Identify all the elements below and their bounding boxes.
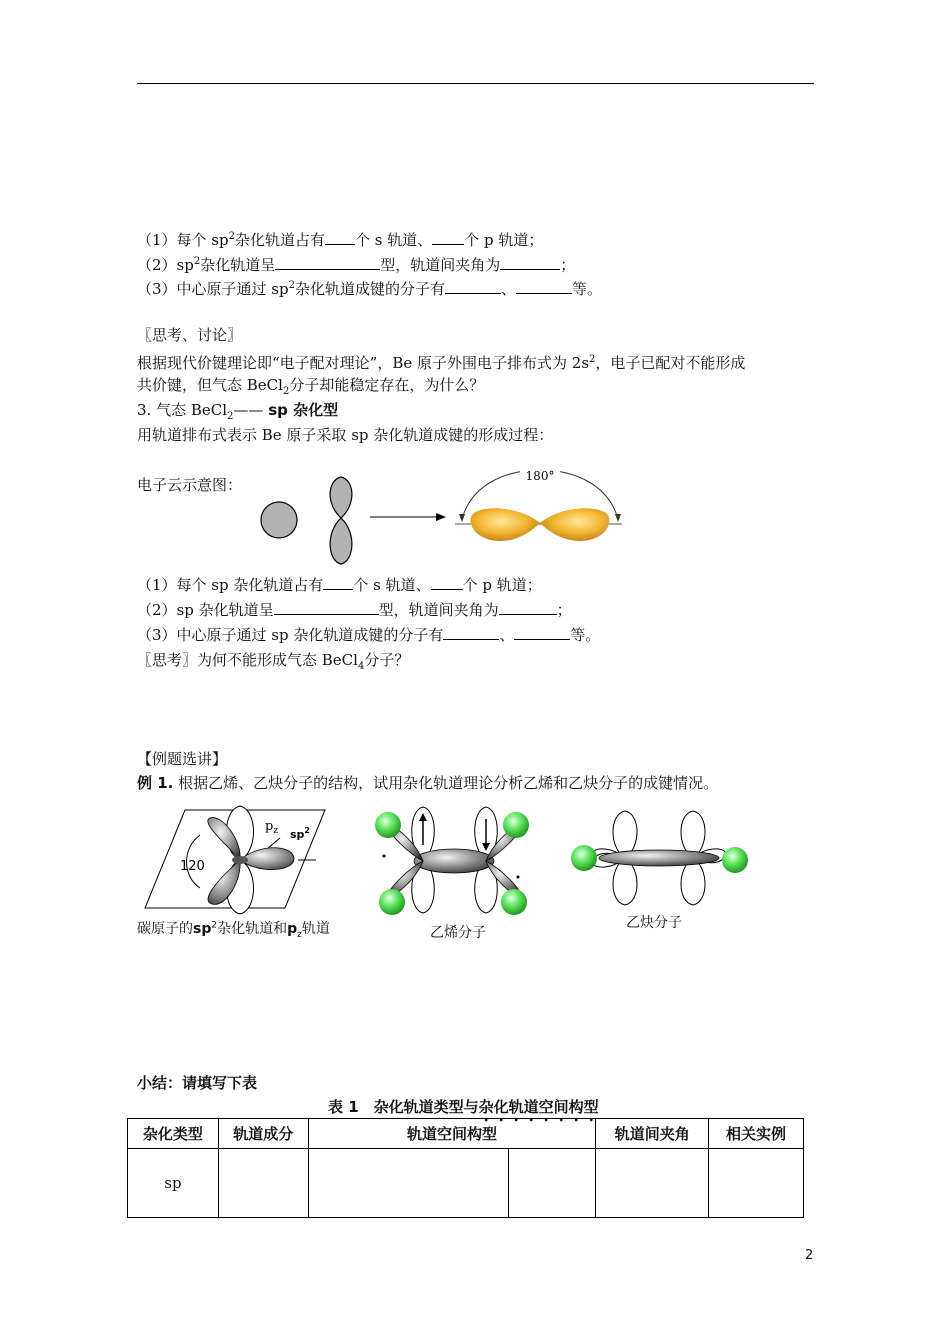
header-rule	[137, 83, 814, 84]
hydrogen-atom	[722, 847, 748, 873]
answer-blank[interactable]	[500, 255, 560, 270]
s-orbital	[261, 502, 297, 538]
discussion-text-1: 根据现代价键理论即“电子配对理论”，Be 原子外围电子排布式为 $2s^2$，电子已配对不能形成	[137, 354, 746, 372]
hydrogen-atom	[379, 889, 405, 915]
section-3-instruction: 用轨道排布式表示 Be 原子采取 sp 杂化轨道成键的形成过程：	[137, 426, 554, 444]
col-examples: 相关实例	[709, 1119, 804, 1149]
sp2-pz-orbital-figure	[140, 800, 340, 918]
answer-blank[interactable]	[323, 575, 353, 590]
p-orbital-lower-lobe	[330, 518, 352, 564]
answer-blank[interactable]	[514, 625, 570, 640]
page-number: 2	[805, 1248, 814, 1263]
hydrogen-atom	[501, 889, 527, 915]
sp2-question-1: （1）每个 $sp^2$杂化轨道占有 个 s 轨道、 个 p 轨道；	[137, 231, 544, 249]
discussion-heading: 〖思考、讨论〗	[137, 326, 243, 344]
sp-question-3: （3）中心原子通过 sp 杂化轨道成键的分子有 、 等。	[137, 626, 601, 644]
electron-cloud-label: 电子云示意图：	[137, 476, 243, 494]
answer-blank[interactable]	[516, 279, 572, 294]
table-cell[interactable]	[509, 1149, 596, 1218]
table-title: 表 1 杂化轨道类型与杂化轨道空间构型	[328, 1098, 599, 1116]
answer-blank[interactable]	[432, 230, 464, 245]
table-cell[interactable]	[709, 1149, 804, 1218]
sp-question-1: （1）每个 sp 杂化轨道占有 个 s 轨道、 个 p 轨道；	[137, 576, 542, 594]
angle-label: 180°	[525, 469, 555, 483]
acetylene-caption: 乙炔分子	[626, 915, 682, 931]
answer-blank[interactable]	[499, 600, 557, 615]
example-1: 例 1. 根据乙烯、乙炔分子的结构，试用杂化轨道理论分析乙烯和乙炔分子的成键情况。	[137, 774, 719, 792]
col-spatial-geometry: 轨道空间构型	[308, 1119, 596, 1149]
answer-blank[interactable]	[443, 625, 499, 640]
table-cell[interactable]	[218, 1149, 308, 1218]
sp-question-2: （2）sp 杂化轨道呈 型，轨道间夹角为 ；	[137, 601, 572, 619]
table-cell[interactable]	[596, 1149, 709, 1218]
fig1-caption: 碳原子的$sp^2$杂化轨道和$p_z$轨道	[137, 920, 330, 940]
summary-heading: 小结：请填写下表	[137, 1074, 258, 1092]
p-orbital-upper-lobe	[330, 477, 352, 518]
acetylene-figure	[565, 808, 755, 908]
sp2-question-2: $(2)sp^2$杂化轨道呈 型，轨道间夹角为 ；	[137, 256, 576, 274]
hybridization-table	[127, 1118, 804, 1218]
table-cell[interactable]	[308, 1149, 509, 1218]
table-header-row	[128, 1119, 804, 1149]
sp-orbital-right-lobe	[540, 508, 610, 541]
ethylene-figure	[368, 805, 538, 920]
col-hybrid-type: 杂化类型	[128, 1119, 219, 1149]
answer-blank[interactable]	[445, 279, 501, 294]
hydrogen-atom	[571, 845, 597, 871]
answer-blank[interactable]	[275, 255, 380, 270]
answer-blank[interactable]	[325, 230, 355, 245]
answer-blank[interactable]	[274, 600, 379, 615]
sp-hybridization-diagram	[250, 465, 650, 575]
angle-120-label: 120	[180, 859, 205, 874]
sp-orbital-left-lobe	[470, 508, 540, 541]
sp-think-question: 〖思考〗为何不能形成气态 BeCl$_4$分子？	[137, 651, 410, 672]
col-angle: 轨道间夹角	[596, 1119, 709, 1149]
col-orbital-composition: 轨道成分	[218, 1119, 308, 1149]
hydrogen-atom	[503, 812, 529, 838]
answer-blank[interactable]	[431, 575, 463, 590]
example-heading: 【例题选讲】	[137, 750, 228, 768]
sp2-question-3: （3）中心原子通过 $sp^2$杂化轨道成键的分子有 、 等。	[137, 280, 603, 298]
ethylene-caption: 乙烯分子	[430, 925, 486, 941]
pz-label: $p_z$	[265, 819, 279, 836]
section-3-title: 3. 气态 BeCl$_2$—— sp 杂化型	[137, 401, 339, 422]
table-row	[128, 1149, 804, 1218]
discussion-text-2: 共价键，但气态 BeCl$_2$分子却能稳定存在，为什么？	[137, 376, 485, 397]
table-cell: sp	[128, 1149, 219, 1218]
hydrogen-atom	[375, 812, 401, 838]
sp2-label: $sp^2$	[290, 826, 310, 841]
